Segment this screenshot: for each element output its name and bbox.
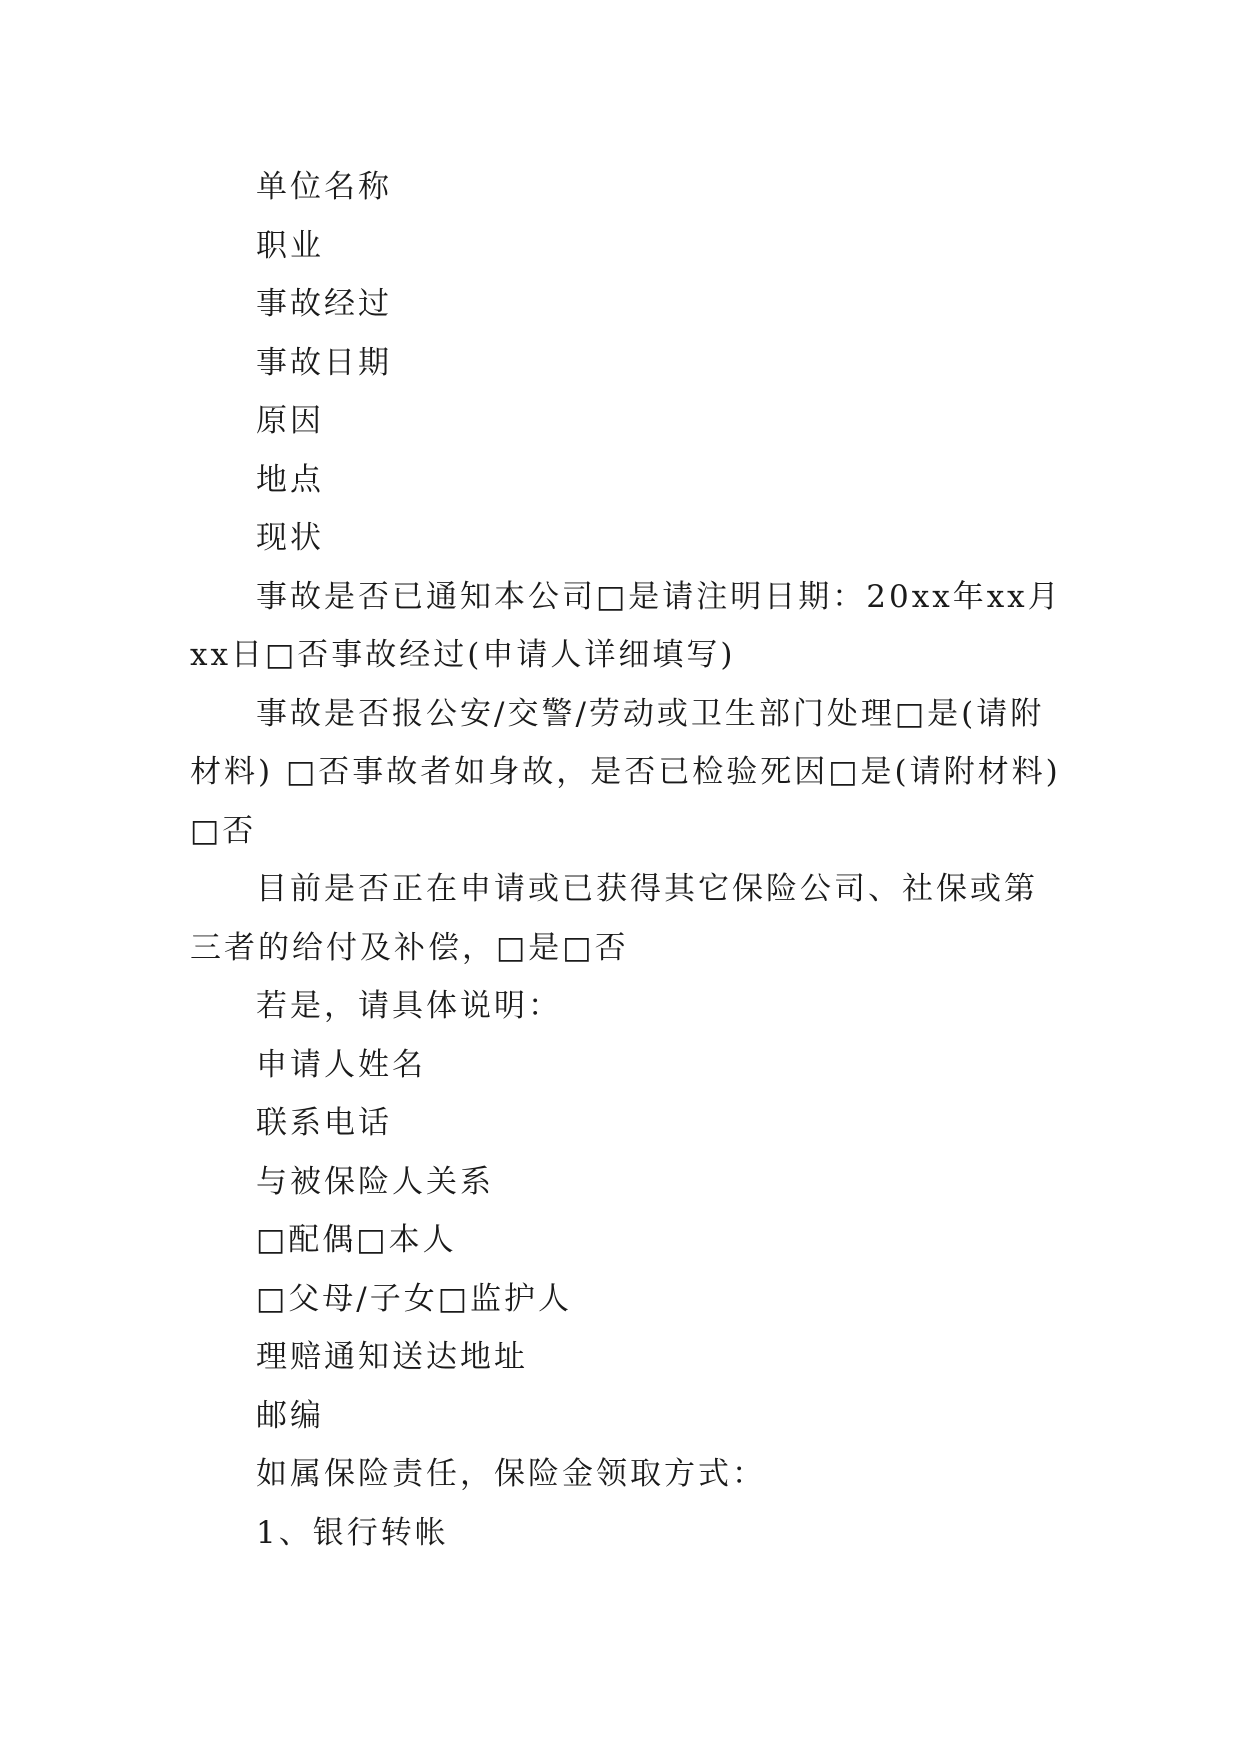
field-occupation: 职业 xyxy=(256,227,324,264)
document-body xyxy=(190,158,1068,1562)
question-authorities-and-death-cause: 事故是否报公安/交警/劳动或卫生部门处理□是(请附材料) □否事故者如身故，是否已检验死因□是(请附材料) □否 xyxy=(190,695,1061,849)
field-notice-address: 理赔通知送达地址 xyxy=(256,1339,528,1375)
field-accident-date: 事故日期 xyxy=(256,344,392,381)
question-company-notified: 事故是否已通知本公司□是请注明日期：20xx年xx月xx日□否事故经过(申请人详细填写) xyxy=(190,578,1062,673)
option-spouse-self: □配偶□本人 xyxy=(256,1222,457,1258)
option-parent-child-guardian: □父母/子女□监护人 xyxy=(256,1280,573,1317)
field-location: 地点 xyxy=(256,461,324,498)
field-unit-name: 单位名称 xyxy=(256,169,392,205)
question-other-insurance: 目前是否正在申请或已获得其它保险公司、社保或第三者的给付及补偿，□是□否 xyxy=(190,871,1038,966)
field-relationship: 与被保险人关系 xyxy=(256,1163,494,1200)
payment-option-bank-transfer: 1、银行转帐 xyxy=(256,1514,449,1551)
field-payment-method-heading: 如属保险责任，保险金领取方式： xyxy=(256,1456,766,1492)
field-contact-phone: 联系电话 xyxy=(256,1105,392,1141)
field-current-status: 现状 xyxy=(256,520,324,556)
field-postal-code: 邮编 xyxy=(256,1397,324,1434)
field-applicant-name: 申请人姓名 xyxy=(256,1046,426,1083)
field-accident-process: 事故经过 xyxy=(256,286,392,322)
field-cause: 原因 xyxy=(256,403,324,439)
field-details-if-yes: 若是，请具体说明： xyxy=(256,988,562,1024)
